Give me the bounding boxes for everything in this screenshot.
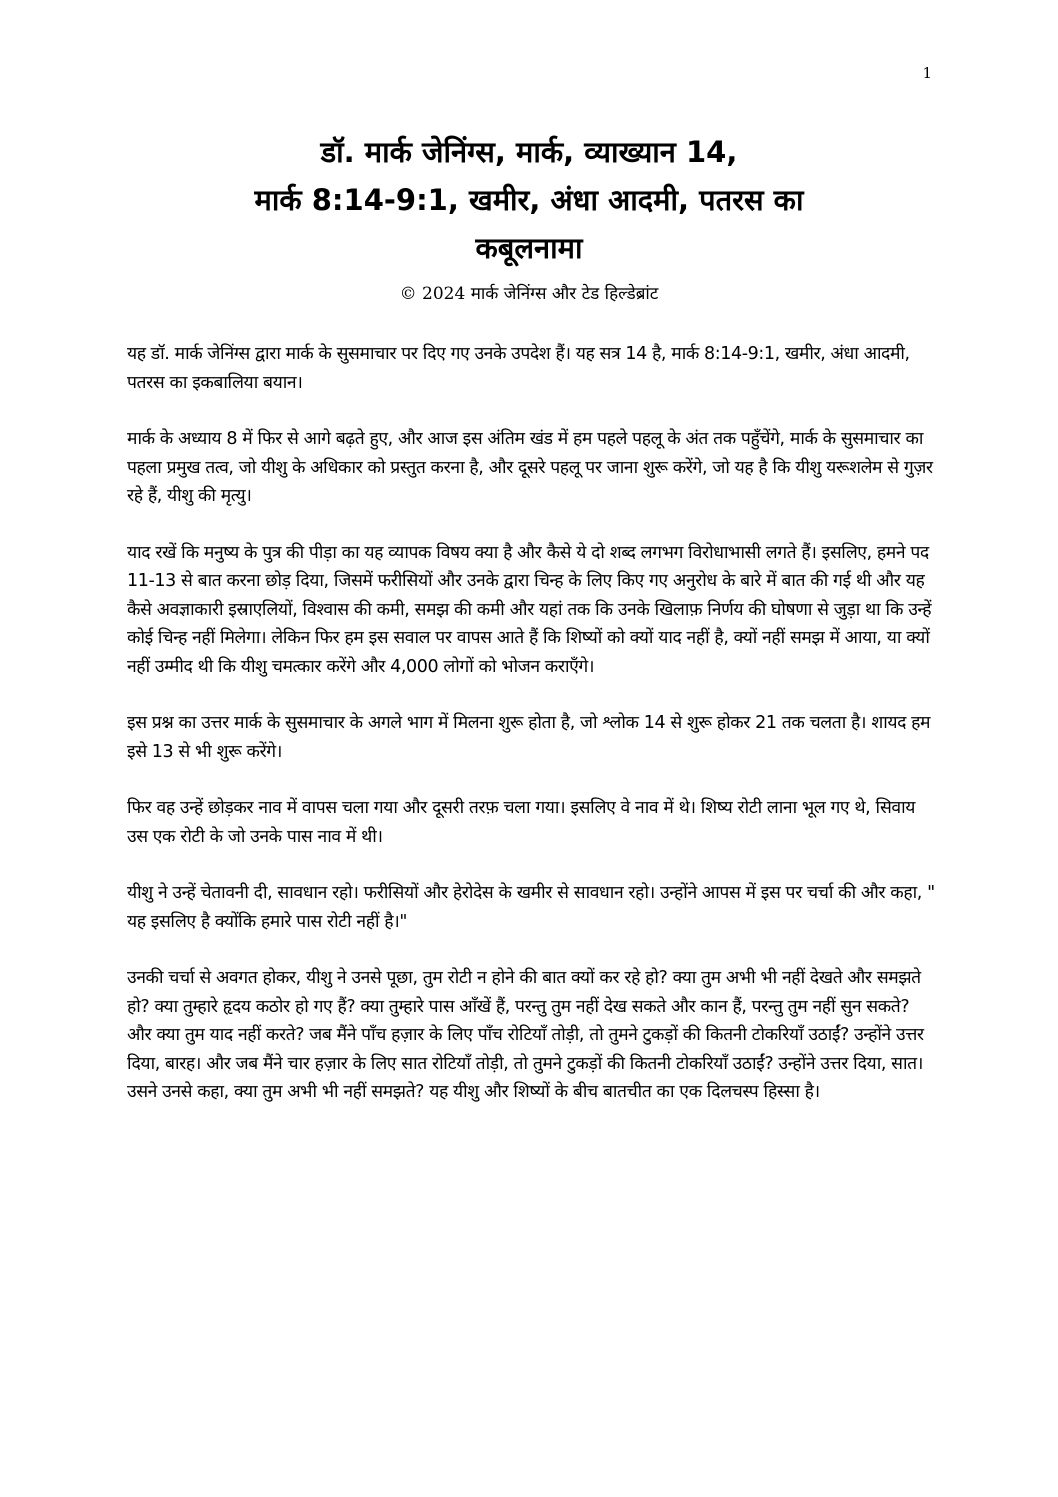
paragraph-intro: यह डॉ. मार्क जेनिंग्स द्वारा मार्क के सुसमाचार पर दिए गए उनके उपदेश हैं। यह सत्र 14 है, मार्क 8:14-9:1, खमीर, अंधा आदमी, पतरस का इकबालिया बयान। xyxy=(127,344,910,393)
document-title xyxy=(120,128,938,272)
title-line-2: मार्क 8:14-9:1, खमीर, अंधा आदमी, पतरस का xyxy=(254,183,804,217)
copyright-notice: © 2024 मार्क जेनिंग्स और टेड हिल्डेब्रांट xyxy=(399,284,659,304)
lecture-body xyxy=(127,340,935,1135)
paragraph-warning: यीशु ने उन्हें चेतावनी दी, सावधान रहो। फरीसियों और हेरोदेस के खमीर से सावधान रहो। उन्होंने आपस में इस पर चर्चा की और कहा, " यह इसलिए है क्योंकि हमारे पास रोटी नहीं है।" xyxy=(127,883,935,932)
paragraph-chapter-8: मार्क के अध्याय 8 में फिर से आगे बढ़ते हुए, और आज इस अंतिम खंड में हम पहले पहलू के अंत तक पहुँचेंगे, मार्क के सुसमाचार का पहला प्रमुख तत्व, जो यीशु के अधिकार को प्रस्तुत करना है, और दूसरे पहलू पर जाना शुरू करेंगे, जो यह है कि यीशु यरूशलेम से गुज़र रहे हैं, यीशु की मृत्यु। xyxy=(127,429,933,506)
paragraph-son-of-man: याद रखें कि मनुष्य के पुत्र की पीड़ा का यह व्यापक विषय क्या है और कैसे ये दो शब्द लगभग विरोधाभासी लगते हैं। इसलिए, हमने पद 11-13 से बात करना छोड़ दिया, जिसमें फरीसियों और उनके द्वारा चिन्ह के लिए किए गए अनुरोध के बारे में बात की गई थी और यह कैसे अवज्ञाकारी इस्राएलियों, विश्वास की कमी, समझ की कमी और यहां तक कि उनके खिलाफ़ निर्णय की घोषणा से जुड़ा था कि उन्हें कोई चिन्ह नहीं मिलेगा। लेकिन फिर हम इस सवाल पर वापस आते हैं कि शिष्यों को क्यों याद नहीं है, क्यों नहीं समझ में आया, या क्यों नहीं उम्मीद थी कि यीशु चमत्कार करेंगे और 4,000 लोगों को भोजन कराएँगे। xyxy=(127,542,932,677)
paragraph-boat: फिर वह उन्हें छोड़कर नाव में वापस चला गया और दूसरी तरफ़ चला गया। इसलिए वे नाव में थे। शिष्य रोटी लाना भूल गए थे, सिवाय उस एक रोटी के जो उनके पास नाव में थी। xyxy=(127,798,916,847)
paragraph-discussion: उनकी चर्चा से अवगत होकर, यीशु ने उनसे पूछा, तुम रोटी न होने की बात क्यों कर रहे हो? क्या तुम अभी भी नहीं देखते और समझते हो? क्या तुम्हारे हृदय कठोर हो गए हैं? क्या तुम्हारे पास आँखें हैं, परन्तु तुम नहीं देख सकते और कान हैं, परन्तु तुम नहीं सुन सकते? और क्या तुम याद नहीं करते? जब मैंने पाँच हज़ार के लिए पाँच रोटियाँ तोड़ी, तो तुमने टुकड़ों की कितनी टोकरियाँ उठाईं? उन्होंने उत्तर दिया, बारह। और जब मैंने चार हज़ार के लिए सात रोटियाँ तोड़ी, तो तुमने टुकड़ों की कितनी टोकरियाँ उठाईं? उन्होंने उत्तर दिया, सात। उसने उनसे कहा, क्या तुम अभी भी नहीं समझते? यह यीशु और शिष्यों के बीच बातचीत का एक दिलचस्प हिस्सा है। xyxy=(127,968,924,1102)
page-number: 1 xyxy=(922,64,932,82)
title-line-3: कबूलनामा xyxy=(475,231,583,265)
paragraph-question-answer: इस प्रश्न का उत्तर मार्क के सुसमाचार के अगले भाग में मिलना शुरू होता है, जो श्लोक 14 से शुरू होकर 21 तक चलता है। शायद हम इसे 13 से भी शुरू करेंगे। xyxy=(127,713,931,762)
title-line-1: डॉ. मार्क जेनिंग्स, मार्क, व्याख्यान 14, xyxy=(320,135,738,169)
